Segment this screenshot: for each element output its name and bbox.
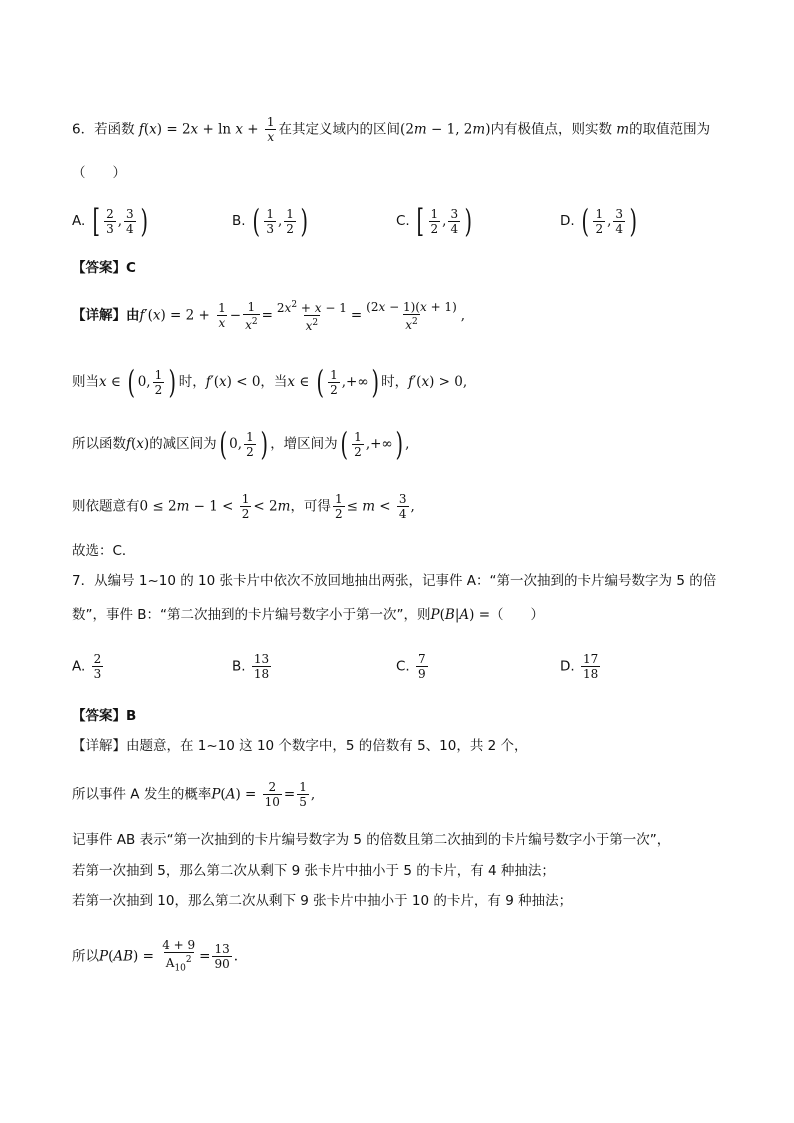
q7-option-b[interactable]: B. $\frac{13}{18}$ [232,652,270,681]
text: 所以 [72,948,99,965]
text: 数”，事件 B：“第二次抽到的卡片编号数字小于第一次”，则 [72,607,431,623]
q6-detail-2: 则当x ∈ ( 0, $\frac{1}{2}$ ) 时，f′(x) < 0，当x ∈ ( $\frac{1}{2}$ ,+∞) 时，f′(x) > 0, [72,363,468,401]
q6-paren: （ ） [72,165,126,181]
q6-detail-4: 则依题意有0 ≤ 2m − 1 < $\frac{1}{2}$ < 2m，可得 $\frac{1}{2}$ ≤ m < $\frac{3}{4}$ , [72,492,415,521]
q6-frac-1-x: $\frac{1}{x}$ [266,115,275,144]
text: 时， [381,374,409,390]
option-label: A. [72,658,86,675]
q6-stem: 6．若函数 f(x) = 2x + ln x + $\frac{1}{x}$ 在其定义域内的区间(2m − 1, 2m)内有极值点，则实数 m的取值范围为 [72,115,711,144]
text: 的减区间为 [149,436,217,452]
q7-stem-2: 数”，事件 B：“第二次抽到的卡片编号数字小于第一次”，则P(B|A) =（ ） [72,607,545,623]
option-label: C. [396,213,410,229]
q6-conclusion: 故选：C． [72,543,136,559]
q7-detail-5: 若第一次抽到 10，那么第二次从剩下 9 张卡片中抽小于 10 的卡片，有 9 种抽法； [72,893,573,909]
q7-detail-4: 若第一次抽到 5，那么第二次从剩下 9 张卡片中抽小于 5 的卡片，有 4 种抽法； [72,863,555,879]
option-label: D. [560,213,575,229]
text: 时， [178,374,206,390]
q7-option-c[interactable]: C. $\frac{7}{9}$ [396,652,426,681]
option-label: B. [232,658,246,675]
text: 所以函数 [72,436,126,452]
text: ，当 [260,374,288,390]
q6-text-tail: 内有极值点，则实数 [490,121,612,138]
q6-detail-3: 所以函数f(x)的减区间为( 0, $\frac{1}{2}$ ) ，增区间为( $\frac{1}{2}$ ,+∞) , [72,425,410,463]
q6-option-c[interactable]: C. [ $\frac{1}{2}$ , $\frac{3}{4}$ ) [396,202,473,240]
q6-option-a[interactable]: A. [ $\frac{2}{3}$ , $\frac{3}{4}$ ) [72,202,148,240]
q7-detail-2: 所以事件 A 发生的概率P(A) = $\frac{2}{10}$ = $\frac{1}{5}$ , [72,780,316,809]
text: 所以事件 A 发生的概率 [72,786,212,803]
text: ，增区间为 [270,436,338,452]
q7-option-d[interactable]: D. $\frac{17}{18}$ [560,652,599,681]
text: 则当 [72,374,99,390]
option-label: C. [396,658,410,675]
q7-detail-6: 所以P(AB) = $\frac{4 + 9}{A_{10}^2}$ = $\frac{13}{90}$ . [72,938,239,974]
q6-text-tail2: 的取值范围为 [629,121,711,138]
q7-detail-3: 记事件 AB 表示“第一次抽到的卡片编号数字为 5 的倍数且第二次抽到的卡片编号数字小于第一次”， [72,832,671,848]
q6-option-d[interactable]: D. ( $\frac{1}{2}$ , $\frac{3}{4}$ ) [560,202,638,240]
detail-head: 【详解】由 [72,307,140,324]
q6-function: f [138,121,144,138]
option-label: D. [560,658,575,675]
q6-detail-1: 【详解】由f′(x) = 2 + $\frac{1}{x}$ − $\frac{1}{x^2}$ = $\frac{2x^2 + x - 1}{x^2}$ = $\frac{(2x - 1)(x + 1)}{x^2}$ , [72,299,466,333]
q6-number: 6．若函数 [72,121,135,138]
q6-option-b[interactable]: B. ( $\frac{1}{3}$ , $\frac{1}{2}$ ) [232,202,308,240]
q7-answer: 【答案】B [72,708,137,724]
text: ，可得 [290,498,331,515]
q7-detail-1: 【详解】由题意，在 1~10 这 10 个数字中，5 的倍数有 5、10，共 2 个， [72,738,528,754]
option-label: A. [72,213,86,229]
q6-text-mid: 在其定义域内的区间 [278,121,401,138]
q6-answer: 【答案】C [72,260,136,276]
text: （ ） [490,607,545,623]
option-label: B. [232,213,246,229]
text: 则依题意有 [72,498,140,515]
q7-option-a[interactable]: A. $\frac{2}{3}$ [72,652,102,681]
q7-stem-1: 7．从编号 1~10 的 10 张卡片中依次不放回地抽出两张，记事件 A：“第一次抽到的卡片编号数字为 5 的倍 [72,573,717,589]
